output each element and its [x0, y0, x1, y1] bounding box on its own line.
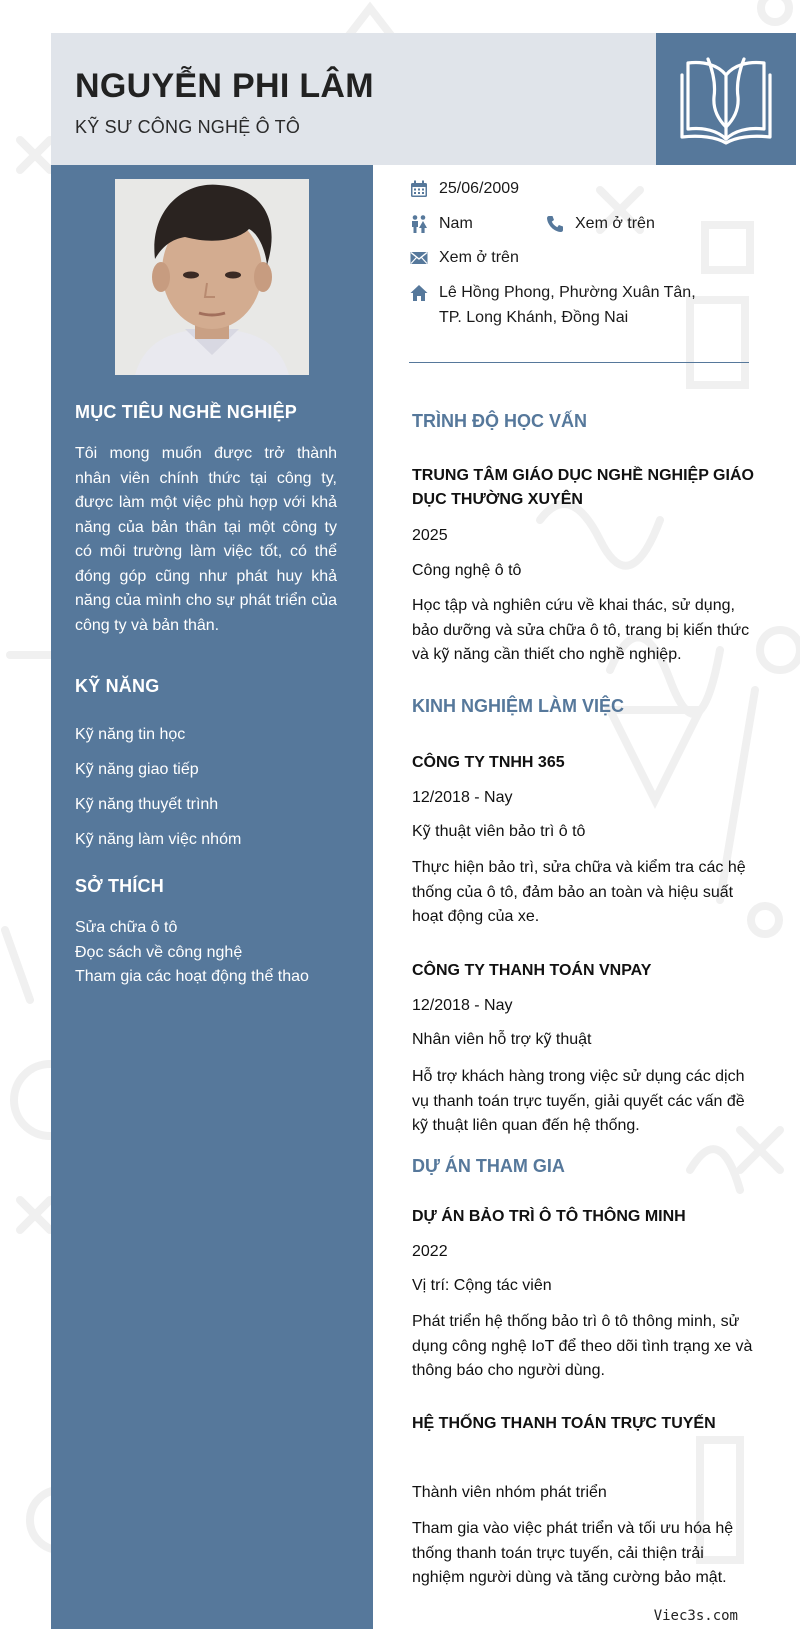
- education-heading: TRÌNH ĐỘ HỌC VẤN: [412, 411, 587, 431]
- phone-value: Xem ở trên: [575, 215, 655, 232]
- gender-value: Nam: [439, 215, 473, 232]
- cv-document: [51, 33, 796, 1629]
- sidebar: [51, 165, 373, 1629]
- objective-heading: MỤC TIÊU NGHỀ NGHIỆP: [75, 402, 298, 422]
- phone-row: [546, 214, 655, 236]
- project-year: 2022: [412, 1243, 448, 1260]
- watermark: Viec3s.com: [653, 1608, 738, 1624]
- hobbies-heading: SỞ THÍCH: [75, 876, 164, 896]
- experience-company: CÔNG TY THANH TOÁN VNPAY: [412, 962, 652, 979]
- home-icon: [410, 284, 428, 302]
- experience-company: CÔNG TY TNHH 365: [412, 754, 565, 771]
- email-row: [410, 248, 519, 270]
- education-major: Công nghệ ô tô: [412, 562, 522, 579]
- address-value: [439, 280, 696, 330]
- gender-icon: [410, 215, 428, 233]
- education-description: Học tập và nghiên cứu về khai thác, sử dụng, bảo dưỡng và sửa chữa ô tô, trang bị kiến thức và kỹ năng cần thiết cho nghề nghiệp.: [412, 597, 750, 663]
- project-name: DỰ ÁN BẢO TRÌ Ô TÔ THÔNG MINH: [412, 1208, 686, 1225]
- phone-icon: [546, 215, 564, 233]
- email-value: Xem ở trên: [439, 249, 519, 266]
- experience-period: 12/2018 - Nay: [412, 997, 513, 1014]
- address-line-1: Lê Hồng Phong, Phường Xuân Tân,: [439, 284, 696, 301]
- experience-description: Hỗ trợ khách hàng trong việc sử dụng các dịch vụ thanh toán trực tuyến, giải quyết các vấn đề kỹ thuật liên quan đến hệ thống.: [412, 1068, 745, 1134]
- mail-icon: [410, 249, 428, 267]
- experience-heading: KINH NGHIỆM LÀM VIỆC: [412, 696, 625, 716]
- experience-position: Nhân viên hỗ trợ kỹ thuật: [412, 1031, 592, 1048]
- cv-header: [51, 33, 656, 165]
- skills-heading: KỸ NĂNG: [75, 676, 160, 696]
- school-name: TRUNG TÂM GIÁO DỤC NGHỀ NGHIỆP GIÁO DỤC THƯỜNG XUYÊN: [412, 467, 754, 508]
- calendar-icon: [410, 180, 428, 198]
- objective-text: Tôi mong muốn được trở thành nhân viên chính thức tại công ty, được làm một việc phù hợp với khả năng của bản thân tại một công ty có môi trường làm việc tốt, có thể đóng góp cũng như phát huy khả năng của mình cho sự phát triển của công ty và bản thân.: [75, 445, 337, 634]
- skill-item: Kỹ năng thuyết trình: [75, 796, 219, 813]
- projects-heading: DỰ ÁN THAM GIA: [412, 1156, 565, 1176]
- job-title: KỸ SƯ CÔNG NGHỆ Ô TÔ: [75, 117, 301, 137]
- skill-item: Kỹ năng làm việc nhóm: [75, 831, 242, 848]
- portrait-photo: [115, 179, 309, 375]
- project-name: HỆ THỐNG THANH TOÁN TRỰC TUYẾN: [412, 1415, 716, 1432]
- avatar: [115, 179, 309, 375]
- contact-divider: [409, 362, 749, 363]
- hobbies-list: [75, 916, 309, 990]
- project-description: Tham gia vào việc phát triển và tối ưu hóa hệ thống thanh toán trực tuyến, cải thiện trải nghiệm người dùng và tăng cường bảo mật.: [412, 1520, 734, 1586]
- address-line-2: TP. Long Khánh, Đồng Nai: [439, 309, 629, 326]
- project-description: Phát triển hệ thống bảo trì ô tô thông minh, sử dụng công nghệ IoT để theo dõi tình trạng xe và thông báo cho người dùng.: [412, 1313, 753, 1379]
- project-role: Thành viên nhóm phát triển: [412, 1484, 607, 1501]
- candidate-name: NGUYỄN PHI LÂM: [75, 67, 374, 105]
- experience-position: Kỹ thuật viên bảo trì ô tô: [412, 823, 586, 840]
- hobby-item: Đọc sách về công nghệ: [75, 943, 243, 961]
- hobby-item: Sửa chữa ô tô: [75, 919, 178, 936]
- birthday-row: [410, 179, 519, 201]
- logo-box: [656, 33, 796, 165]
- skill-item: Kỹ năng giao tiếp: [75, 761, 199, 778]
- skill-item: Kỹ năng tin học: [75, 726, 186, 743]
- experience-description: Thực hiện bảo trì, sửa chữa và kiểm tra các hệ thống của ô tô, đảm bảo an toàn và hiệu suất hoạt động của xe.: [412, 859, 746, 925]
- project-role: Vị trí: Cộng tác viên: [412, 1277, 552, 1294]
- experience-period: 12/2018 - Nay: [412, 789, 513, 806]
- birthday-value: 25/06/2009: [439, 180, 520, 197]
- education-year: 2025: [412, 527, 448, 544]
- address-row: [410, 283, 696, 330]
- hobby-item: Tham gia các hoạt động thể thao: [75, 968, 309, 985]
- gender-row: [410, 214, 473, 236]
- open-book-icon: [678, 53, 774, 145]
